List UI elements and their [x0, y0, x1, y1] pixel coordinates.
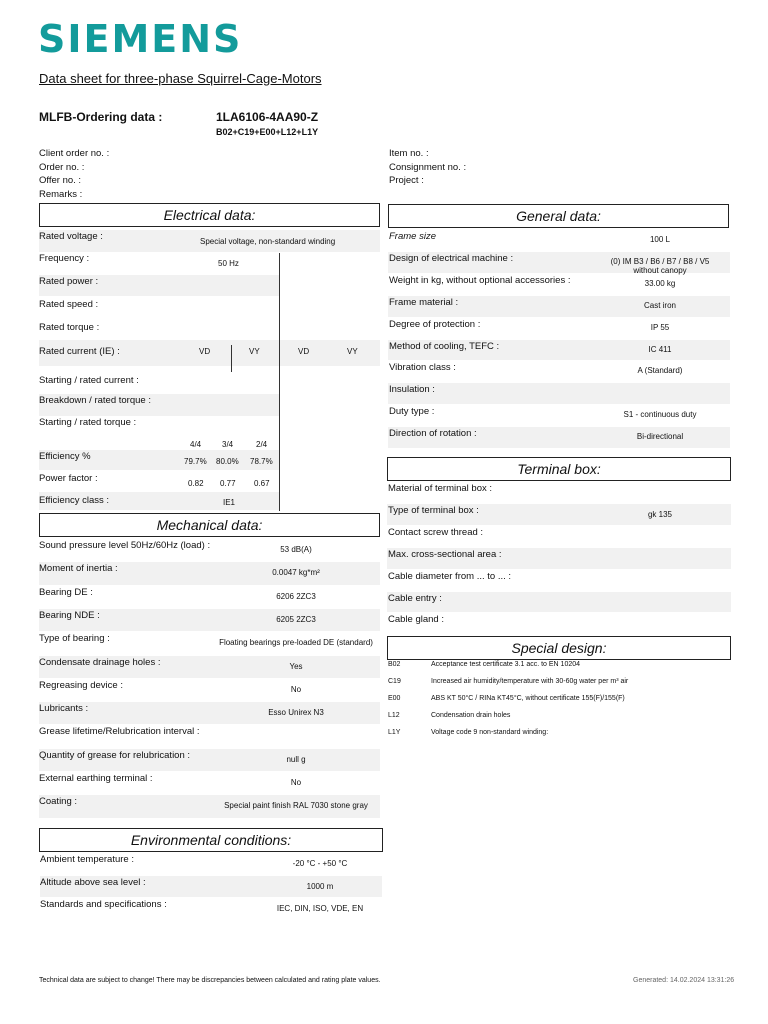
general-label: Frame material : [389, 296, 459, 308]
mlfb-label: MLFB-Ordering data : [39, 110, 163, 124]
terminal-label: Max. cross-sectional area : [388, 548, 502, 560]
mechanical-label: Coating : [39, 796, 78, 808]
starting-current-label: Starting / rated current : [39, 375, 139, 386]
terminal-label: Cable gland : [388, 614, 444, 626]
general-label: Direction of rotation : [389, 428, 477, 440]
general-value: Bi-directional [636, 432, 684, 442]
general-row [388, 383, 730, 404]
environmental-label: Standards and specifications : [40, 899, 167, 910]
mechanical-label: Lubricants : [39, 703, 89, 715]
special-design-text: Acceptance test certificate 3.1 acc. to EN 10204 [431, 661, 581, 668]
terminal-box-header: Terminal box: [387, 457, 731, 481]
frequency-label: Frequency : [39, 253, 90, 264]
general-label: Duty type : [389, 406, 435, 418]
mechanical-label: External earthing terminal : [39, 773, 153, 784]
mechanical-label: Regreasing device : [39, 679, 123, 691]
mechanical-value: Floating bearings pre-loaded DE (standard) [219, 638, 373, 648]
mechanical-label: Bearing NDE : [39, 609, 100, 621]
special-design-header: Special design: [387, 636, 731, 660]
general-value: S1 - continuous duty [623, 410, 697, 420]
general-label: Design of electrical machine : [389, 252, 514, 264]
general-value: (0) IM B3 / B6 / B7 / B8 / V5 [610, 256, 710, 266]
efficiency-3-4: 80.0% [216, 457, 239, 466]
mechanical-value: 0.0047 kg*m² [272, 568, 320, 578]
general-value: IC 411 [648, 344, 672, 354]
terminal-label: Material of terminal box : [388, 483, 493, 494]
remarks-label: Remarks : [39, 188, 83, 200]
item-no-label: Item no. : [389, 148, 429, 159]
mechanical-data-header: Mechanical data: [39, 513, 380, 537]
footer-generated: Generated: 14.02.2024 13:31:26 [633, 977, 735, 984]
meta-right [389, 147, 466, 188]
mechanical-value: No [290, 778, 302, 787]
environmental-label: Ambient temperature : [40, 854, 134, 865]
electrical-data-header: Electrical data: [39, 203, 380, 227]
consignment-no-label: Consignment no. : [389, 161, 467, 173]
mechanical-label: Moment of inertia : [39, 563, 118, 575]
power-factor-label: Power factor : [39, 473, 98, 484]
special-design-code: L1Y [388, 729, 401, 736]
order-no-label: Order no. : [39, 161, 85, 173]
environmental-header: Environmental conditions: [39, 828, 383, 852]
mechanical-value: Yes [289, 661, 303, 671]
mechanical-label: Condensate drainage holes : [39, 656, 161, 668]
environmental-value: 1000 m [306, 881, 334, 891]
special-design-code: B02 [388, 661, 401, 668]
general-value: A (Standard) [637, 366, 683, 376]
general-label: Frame size [389, 231, 436, 242]
rated-speed-label: Rated speed : [39, 299, 99, 310]
load-header-4-4: 4/4 [190, 440, 202, 449]
rated-current-col-vy-1: VY [249, 347, 260, 356]
mechanical-value: Esso Unirex N3 [268, 708, 324, 718]
power-factor-3-4: 0.77 [220, 479, 236, 488]
rated-current-col-vy-2: VY [347, 347, 358, 356]
rated-torque-label: Rated torque : [39, 322, 100, 333]
environmental-label: Altitude above sea level : [40, 876, 146, 888]
general-label: Degree of protection : [389, 318, 481, 330]
special-design-code: L12 [388, 712, 400, 719]
efficiency-2-4: 78.7% [250, 457, 273, 466]
general-label: Method of cooling, TEFC : [389, 340, 500, 352]
electrical-right-divider [279, 253, 280, 511]
breakdown-torque-label: Breakdown / rated torque : [39, 395, 151, 406]
special-design-text: Increased air humidity/temperature with 30-60g water per m³ air [431, 678, 629, 685]
environmental-value: -20 °C - +50 °C [292, 859, 348, 868]
special-design-code: C19 [388, 678, 401, 685]
general-value: 33.00 kg [644, 278, 676, 288]
general-data-header: General data: [388, 204, 729, 228]
offer-no-label: Offer no. : [39, 175, 82, 186]
general-label: Insulation : [389, 384, 435, 396]
general-label: Vibration class : [389, 362, 456, 374]
general-value: IP 55 [650, 322, 670, 332]
terminal-label: Cable diameter from ... to ... : [388, 570, 512, 582]
mechanical-label: Quantity of grease for relubrication : [39, 749, 191, 761]
environmental-value: IEC, DIN, ISO, VDE, EN [276, 904, 364, 913]
rated-current-col-vd-1: VD [199, 347, 211, 356]
load-header-3-4: 3/4 [222, 440, 234, 449]
mechanical-label: Grease lifetime/Relubrication interval : [39, 726, 200, 738]
current-divider [231, 345, 232, 372]
mechanical-value: No [290, 684, 302, 694]
mechanical-label: Type of bearing : [39, 633, 110, 645]
efficiency-4-4: 79.7% [184, 457, 207, 466]
general-value: Cast iron [643, 300, 676, 310]
general-value: 100 L [649, 235, 671, 244]
mechanical-label: Bearing DE : [39, 586, 93, 598]
terminal-value: gk 135 [647, 509, 673, 519]
mechanical-value: null g [286, 754, 306, 764]
frequency-value: 50 Hz [218, 259, 239, 268]
page-title: Data sheet for three-phase Squirrel-Cage-Motors [39, 71, 322, 86]
mechanical-value: 6205 2ZC3 [276, 614, 316, 624]
efficiency-label: Efficiency % [39, 451, 91, 462]
general-value-line2: without canopy [633, 265, 687, 275]
mechanical-value: Special paint finish RAL 7030 stone gray [224, 801, 368, 811]
siemens-logo: SIEMENS [38, 17, 243, 61]
meta-left [39, 147, 109, 201]
rated-voltage-label: Rated voltage : [39, 231, 103, 242]
power-factor-2-4: 0.67 [254, 479, 270, 488]
efficiency-class-label: Efficiency class : [39, 495, 110, 506]
special-design-text: Condensation drain holes [431, 712, 511, 719]
mechanical-label: Sound pressure level 50Hz/60Hz (load) : [39, 540, 211, 551]
starting-torque-label: Starting / rated torque : [39, 417, 137, 428]
rated-voltage-value: Special voltage, non-standard winding [200, 237, 336, 246]
mlfb-options: B02+C19+E00+L12+L1Y [216, 127, 319, 137]
terminal-label: Contact screw thread : [388, 526, 484, 538]
special-design-text: ABS KT 50°C / RINa KT45°C, without certificate 155(F)/155(F) [431, 695, 625, 702]
special-design-text: Voltage code 9 non-standard winding: [431, 729, 549, 736]
footer-disclaimer: Technical data are subject to change! There may be discrepancies between calculated and rating plate values. [39, 977, 381, 984]
mechanical-value: 6206 2ZC3 [276, 591, 316, 601]
general-label: Weight in kg, without optional accessories : [389, 274, 571, 286]
load-header-2-4: 2/4 [256, 440, 268, 449]
special-design-code: E00 [388, 695, 401, 702]
terminal-label: Type of terminal box : [388, 504, 479, 516]
client-order-label: Client order no. : [39, 148, 110, 159]
rated-current-label: Rated current (IE) : [39, 346, 120, 357]
terminal-label: Cable entry : [388, 592, 442, 604]
project-label: Project : [389, 175, 424, 186]
rated-power-label: Rated power : [39, 276, 99, 287]
rated-current-col-vd-2: VD [298, 347, 310, 356]
power-factor-4-4: 0.82 [188, 479, 204, 488]
mlfb-value: 1LA6106-4AA90-Z [216, 110, 319, 124]
efficiency-class-value: IE1 [223, 498, 236, 507]
mechanical-value: 53 dB(A) [280, 545, 312, 554]
